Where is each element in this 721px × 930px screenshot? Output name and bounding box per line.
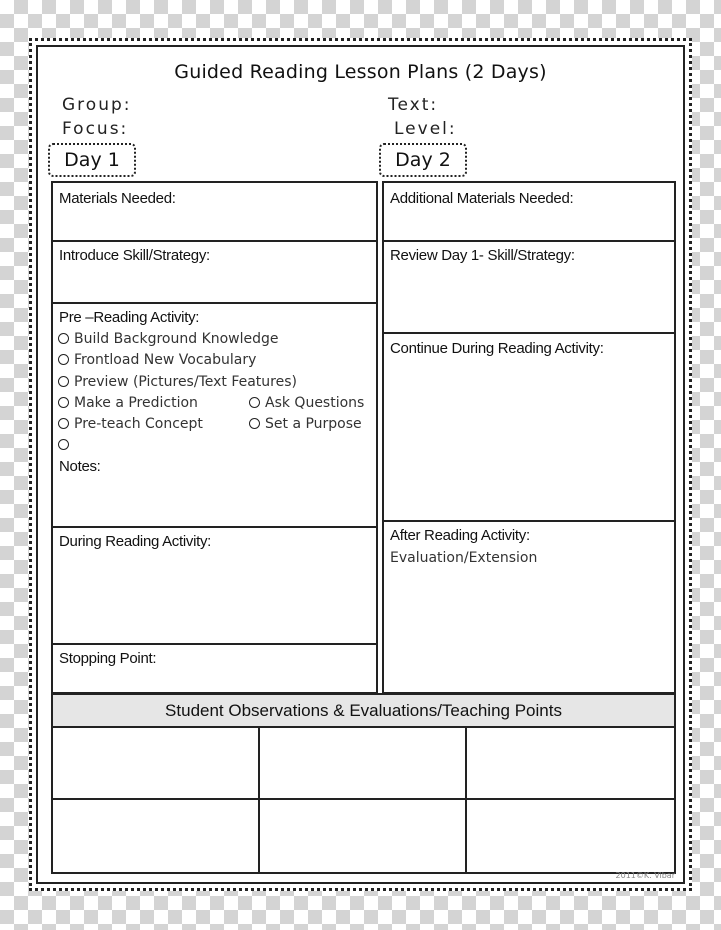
sheet-inner-border: [36, 45, 685, 884]
day2-column: [382, 181, 676, 694]
option-circle-icon: [58, 397, 69, 408]
pre-reading-option[interactable]: Ask Questions: [249, 395, 364, 411]
day1-badge: Day 1: [48, 143, 136, 177]
observation-cell[interactable]: [260, 728, 467, 800]
notes-label: Notes:: [59, 458, 101, 475]
option-circle-icon: [249, 418, 260, 429]
pre-reading-option[interactable]: Build Background Knowledge: [58, 331, 279, 347]
option-circle-icon: [58, 376, 69, 387]
focus-label: Focus:: [62, 119, 129, 139]
observation-cell[interactable]: [53, 728, 260, 800]
pre-reading-option[interactable]: Frontload New Vocabulary: [58, 352, 256, 368]
introduce-skill-label: Introduce Skill/Strategy:: [59, 247, 210, 264]
level-label: Level:: [394, 119, 457, 139]
option-circle-icon: [249, 397, 260, 408]
option-circle-icon: [58, 418, 69, 429]
option-circle-icon: [58, 333, 69, 344]
pre-reading-option-blank[interactable]: [58, 437, 74, 453]
observations-heading: Student Observations & Evaluations/Teaching Points: [51, 693, 676, 728]
pre-reading-option[interactable]: Make a Prediction: [58, 395, 198, 411]
continue-during-label: Continue During Reading Activity:: [390, 340, 604, 357]
after-reading-cell: [384, 520, 674, 692]
option-circle-icon: [58, 354, 69, 365]
pre-reading-option[interactable]: Set a Purpose: [249, 416, 362, 432]
review-day1-label: Review Day 1- Skill/Strategy:: [390, 247, 575, 264]
day1-column: [51, 181, 378, 694]
observation-cell[interactable]: [467, 728, 674, 800]
additional-materials-cell: [384, 183, 674, 242]
during-reading-cell: [53, 526, 376, 645]
pre-reading-option[interactable]: Pre-teach Concept: [58, 416, 203, 432]
materials-needed-label: Materials Needed:: [59, 190, 176, 207]
lesson-plan-sheet: [29, 38, 692, 891]
day2-badge: Day 2: [379, 143, 467, 177]
text-label: Text:: [388, 95, 439, 115]
materials-needed-cell: [53, 183, 376, 242]
during-reading-label: During Reading Activity:: [59, 533, 212, 550]
copyright-note: 2011©K. Vibar: [615, 871, 675, 880]
observation-cell[interactable]: [467, 800, 674, 872]
group-label: Group:: [62, 95, 132, 115]
pre-reading-option[interactable]: Preview (Pictures/Text Features): [58, 374, 297, 390]
additional-materials-label: Additional Materials Needed:: [390, 190, 574, 207]
evaluation-extension-label: Evaluation/Extension: [390, 550, 538, 566]
stopping-point-cell: [53, 643, 376, 692]
observations-grid: [51, 726, 676, 874]
page-title: Guided Reading Lesson Plans (2 Days): [174, 61, 547, 83]
pre-reading-cell: [53, 302, 376, 528]
stopping-point-label: Stopping Point:: [59, 650, 157, 667]
after-reading-label: After Reading Activity:: [390, 527, 530, 544]
continue-during-cell: [384, 332, 674, 522]
review-day1-cell: [384, 240, 674, 334]
introduce-skill-cell: [53, 240, 376, 304]
observation-cell[interactable]: [53, 800, 260, 872]
option-circle-icon: [58, 439, 69, 450]
observation-cell[interactable]: [260, 800, 467, 872]
pre-reading-label: Pre –Reading Activity:: [59, 309, 200, 326]
